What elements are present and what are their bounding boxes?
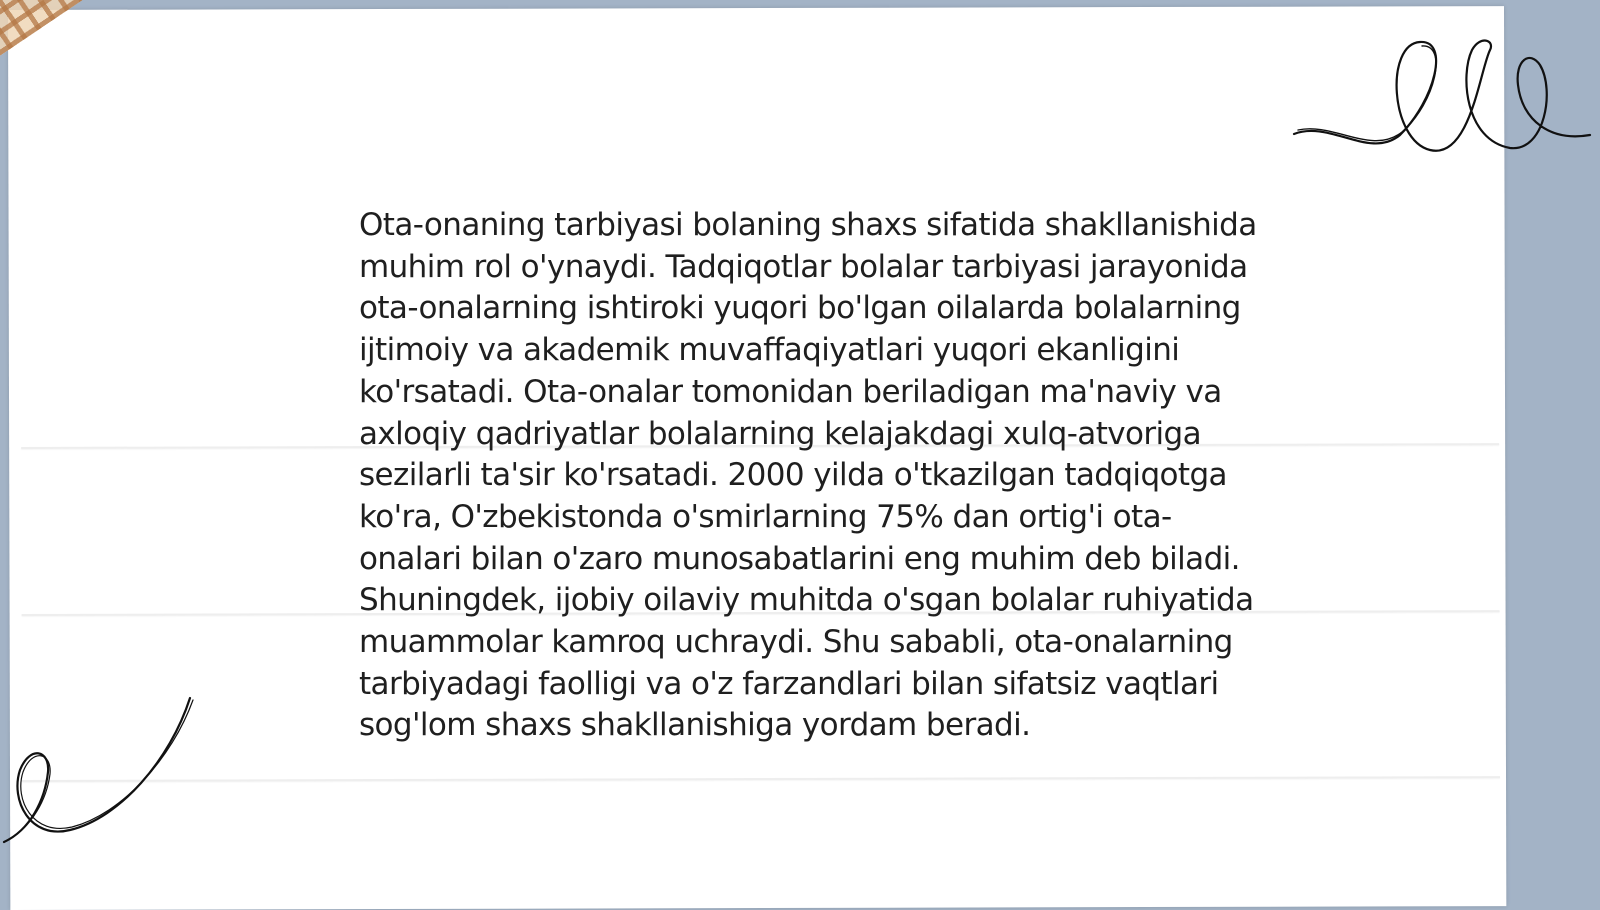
top-right-loop-scribble bbox=[1290, 30, 1600, 170]
bottom-left-loop-scribble bbox=[0, 690, 200, 850]
paper-rule-line bbox=[22, 776, 1500, 782]
body-paragraph: Ota-onaning tarbiyasi bolaning shaxs sifatida shakllanishida muhim rol o'ynaydi. Tadqiqotlar bolalar tarbiyasi jarayonida ota-onalarning ishtiroki yuqori bo'lgan oilalarda bolalarning ijtimoiy va akademik muvaffaqiyatlari yuqori ekanligini ko'rsatadi. Ota-onalar tomonidan beriladigan ma'naviy va axloqiy qadriyatlar bolalarning kelajakdagi xulq-atvoriga sezilarli ta'sir ko'rsatadi. 2000 yilda o'tkazilgan tadqiqotga ko'ra, O'zbekistonda o'smirlarning 75% dan ortig'i ota-onalari bilan o'zaro munosabatlarini eng muhim deb biladi. Shuningdek, ijobiy oilaviy muhitda o'sgan bolalar ruhiyatida muammolar kamroq uchraydi. Shu sababli, ota-onalarning tarbiyadagi faolligi va o'z farzandlari bilan sifatsiz vaqtlari sog'lom shaxs shakllanishiga yordam beradi. bbox=[359, 207, 1257, 744]
